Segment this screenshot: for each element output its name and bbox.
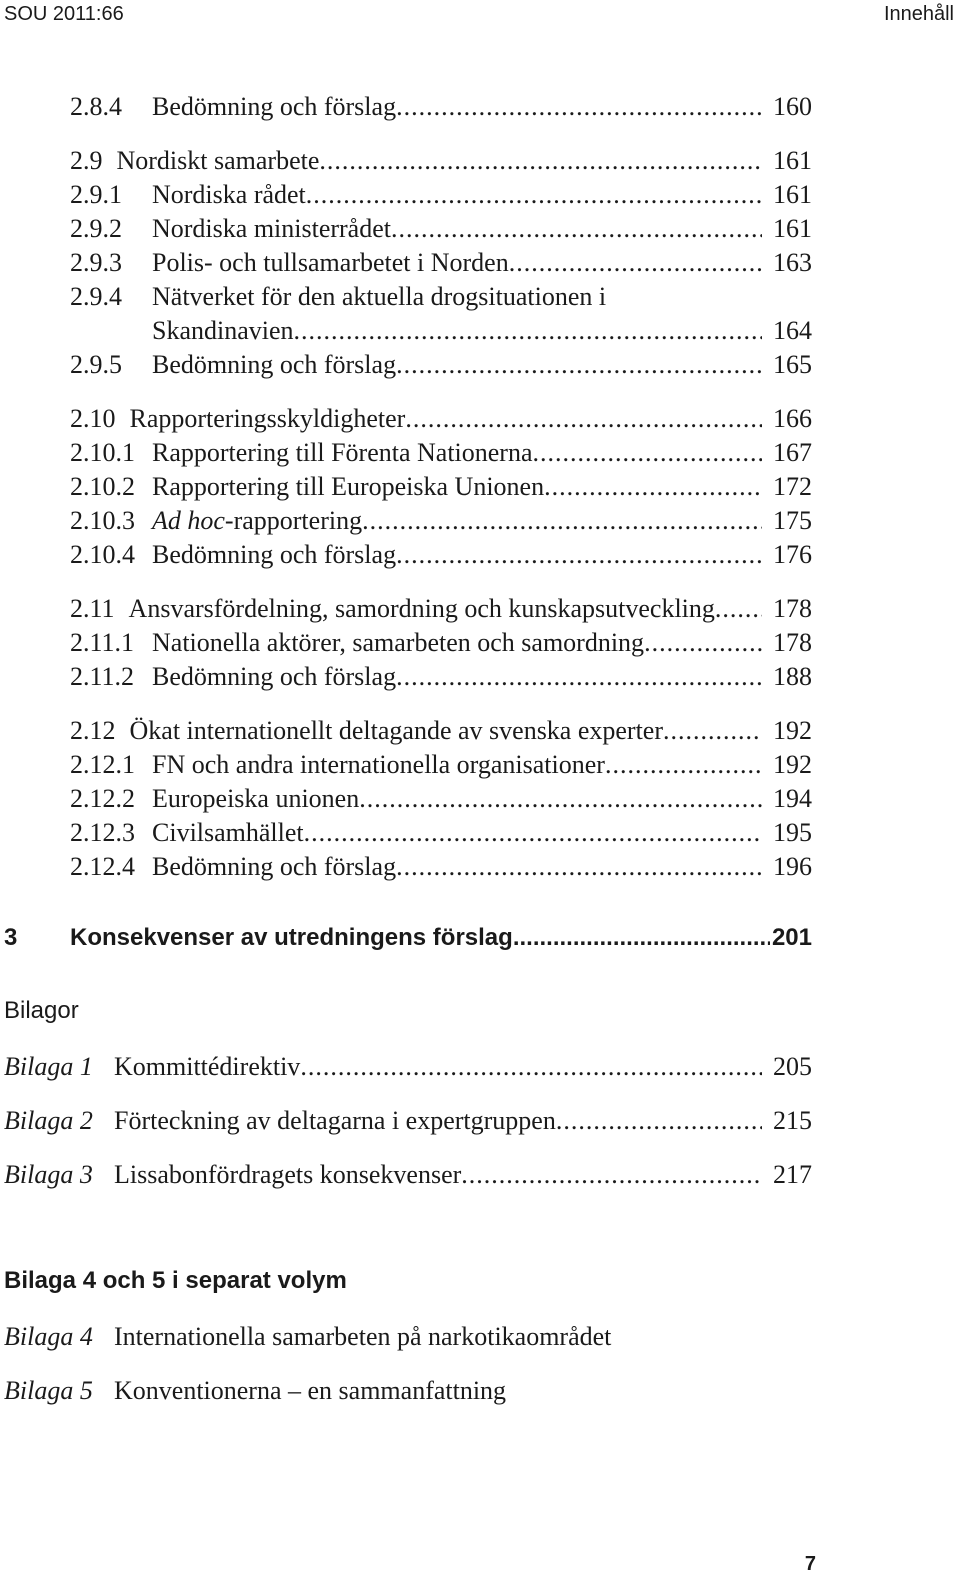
toc-entry-number: 2.12.2 (70, 784, 135, 813)
toc-entry[interactable] (70, 748, 812, 782)
toc-entry-title: Civilsamhället (152, 818, 304, 847)
dot-leader (294, 314, 762, 348)
toc-entry-page: 172 (773, 472, 812, 501)
toc-entry-page: 188 (773, 662, 812, 691)
dot-leader (405, 402, 762, 436)
appendix-title: Lissabonfördragets konsekvenser (114, 1160, 462, 1189)
toc-entry-title: Ansvarsfördelning, samordning och kunskapsutveckling (128, 594, 715, 623)
dot-leader (362, 504, 762, 538)
toc-entry[interactable] (70, 626, 812, 660)
toc-entry[interactable] (70, 850, 812, 884)
toc-entry-number: 2.10.4 (70, 540, 135, 569)
toc-entry[interactable] (70, 504, 812, 538)
toc-entry-page: 178 (773, 594, 812, 623)
running-header-right: Innehåll (883, 3, 954, 25)
toc-entry-title: Bedömning och förslag (152, 662, 397, 691)
toc-entry-title: Bedömning och förslag (152, 540, 397, 569)
toc-entry-page: 196 (773, 852, 812, 881)
bilagor-heading: Bilagor (4, 997, 79, 1024)
toc-entry[interactable] (70, 402, 812, 436)
toc-entry[interactable] (70, 212, 812, 246)
toc-entry-number: 2.12.4 (70, 852, 135, 881)
toc-entry-page: 161 (773, 146, 812, 175)
appendix-page: 215 (773, 1106, 812, 1135)
dot-leader (644, 626, 762, 660)
toc-entry[interactable] (70, 348, 812, 382)
toc-entry-title-rest: -rapportering (224, 506, 363, 535)
toc-entry[interactable] (70, 782, 812, 816)
toc-entry-title: Nordiskt samarbete (116, 146, 320, 175)
dot-leader (509, 246, 762, 280)
chapter-number: 3 (4, 924, 18, 951)
dot-leader (306, 178, 762, 212)
toc-entry-number: 2.9.2 (70, 214, 122, 243)
dot-leader (396, 348, 762, 382)
toc-entry-title: Rapportering till Europeiska Unionen (152, 472, 545, 501)
dot-leader (461, 1158, 762, 1192)
toc-entry-title: Polis- och tullsamarbetet i Norden (152, 248, 509, 277)
toc-entry-title: Rapporteringsskyldigheter (129, 404, 406, 433)
toc-entry-page: 192 (773, 716, 812, 745)
toc-entry[interactable] (70, 90, 812, 124)
toc-chapter-entry[interactable] (4, 920, 812, 956)
separate-volume-heading: Bilaga 4 och 5 i separat volym (4, 1267, 347, 1294)
dot-leader (396, 538, 762, 572)
dot-leader (359, 782, 762, 816)
running-header-left: SOU 2011:66 (4, 3, 124, 25)
dot-leader (396, 90, 762, 124)
appendix-page: 217 (773, 1160, 812, 1189)
toc-entry-page: 161 (773, 180, 812, 209)
toc-entry-number: 2.10.1 (70, 438, 135, 467)
appendix-title: Kommittédirektiv (114, 1052, 301, 1081)
toc-entry[interactable] (70, 470, 812, 504)
appendix-label: Bilaga 5 (4, 1376, 93, 1405)
appendix-label: Bilaga 1 (4, 1052, 93, 1081)
toc-entry-number: 2.11.1 (70, 628, 135, 657)
toc-entry-page: 194 (773, 784, 812, 813)
toc-entry-page: 165 (773, 350, 812, 379)
toc-entry[interactable] (70, 714, 812, 748)
toc-entry[interactable] (70, 178, 812, 212)
page-number: 7 (804, 1553, 816, 1575)
toc-entry[interactable] (70, 816, 812, 850)
toc-entry-page: 167 (773, 438, 812, 467)
toc-entry[interactable] (70, 314, 812, 348)
toc-entry-title: Bedömning och förslag (152, 350, 397, 379)
toc-entry-title (152, 504, 362, 538)
toc-entry-number: 2.9.3 (70, 248, 122, 277)
toc-entry[interactable] (70, 280, 812, 314)
toc-entry-number: 2.8.4 (70, 92, 122, 121)
toc-entry-title: Europeiska unionen (152, 784, 360, 813)
toc-entry[interactable] (70, 436, 812, 470)
toc-entry-number: 2.11 (70, 594, 115, 623)
dot-leader (663, 714, 762, 748)
appendix-label: Bilaga 2 (4, 1106, 93, 1135)
toc-entry[interactable] (70, 538, 812, 572)
dot-leader (533, 436, 762, 470)
dot-leader (391, 212, 762, 246)
toc-entry-page: 175 (773, 506, 812, 535)
toc-entry-title: Bedömning och förslag (152, 852, 397, 881)
dot-leader (605, 748, 762, 782)
dot-leader (319, 144, 762, 178)
separate-appendix-entry[interactable] (4, 1374, 812, 1408)
toc-entry-number: 2.11.2 (70, 662, 135, 691)
toc-entry[interactable] (70, 144, 812, 178)
toc-entry-number: 2.12 (70, 716, 116, 745)
toc-entry-number: 2.10.2 (70, 472, 135, 501)
dot-leader (396, 660, 762, 694)
toc-entry-number: 2.10 (70, 404, 116, 433)
dot-leader (544, 470, 762, 504)
appendix-entry[interactable] (4, 1104, 812, 1138)
toc-entry-number: 2.12.3 (70, 818, 135, 847)
toc-entry-title: Nordiska rådet (152, 180, 306, 209)
chapter-page: 201 (771, 924, 812, 951)
toc-entry[interactable] (70, 246, 812, 280)
toc-entry-page: 160 (773, 92, 812, 121)
toc-entry-number: 2.9.5 (70, 350, 122, 379)
toc-entry-page: 164 (773, 316, 812, 345)
toc-entry-title: Nätverket för den aktuella drogsituationen i (152, 282, 607, 311)
dot-leader (715, 592, 762, 626)
toc-entry-number: 2.9.1 (70, 180, 122, 209)
appendix-label: Bilaga 3 (4, 1160, 93, 1189)
appendix-label: Bilaga 4 (4, 1322, 93, 1351)
separate-appendix-entry[interactable] (4, 1320, 812, 1354)
appendix-entry[interactable] (4, 1050, 812, 1084)
toc-entry-number: 2.9 (70, 146, 103, 175)
toc-entry-number: 2.10.3 (70, 506, 135, 535)
chapter-title: Konsekvenser av utredningens förslag (70, 924, 513, 951)
dot-leader (513, 920, 770, 956)
dot-leader (556, 1104, 762, 1138)
toc-entry-page: 166 (773, 404, 812, 433)
toc-entry-title: Rapportering till Förenta Nationerna (152, 438, 533, 467)
toc-entry-page: 192 (773, 750, 812, 779)
toc-entry-page: 163 (773, 248, 812, 277)
toc-entry[interactable] (70, 592, 812, 626)
toc-entry-page: 161 (773, 214, 812, 243)
toc-entry-title: Bedömning och förslag (152, 92, 397, 121)
dot-leader (396, 850, 762, 884)
toc-entry-title-italic: Ad hoc (152, 506, 225, 535)
toc-entry-title: Skandinavien (152, 316, 294, 345)
toc-entry-page: 178 (773, 628, 812, 657)
toc-entry[interactable] (70, 660, 812, 694)
toc-entry-title: Ökat internationellt deltagande av svenska experter (129, 716, 664, 745)
appendix-title: Konventionerna – en sammanfattning (114, 1376, 507, 1405)
toc-entry-number: 2.12.1 (70, 750, 135, 779)
dot-leader (300, 1050, 762, 1084)
toc-entry-number: 2.9.4 (70, 282, 122, 311)
dot-leader (304, 816, 762, 850)
toc-entry-page: 176 (773, 540, 812, 569)
appendix-title: Internationella samarbeten på narkotikaområdet (114, 1322, 612, 1351)
appendix-entry[interactable] (4, 1158, 812, 1192)
toc-entry-title: Nationella aktörer, samarbeten och samordning (152, 628, 645, 657)
toc-entry-page: 195 (773, 818, 812, 847)
appendix-page: 205 (773, 1052, 812, 1081)
appendix-title: Förteckning av deltagarna i expertgruppen (114, 1106, 556, 1135)
toc-entry-title: Nordiska ministerrådet (152, 214, 391, 243)
toc-entry-title: FN och andra internationella organisationer (152, 750, 605, 779)
